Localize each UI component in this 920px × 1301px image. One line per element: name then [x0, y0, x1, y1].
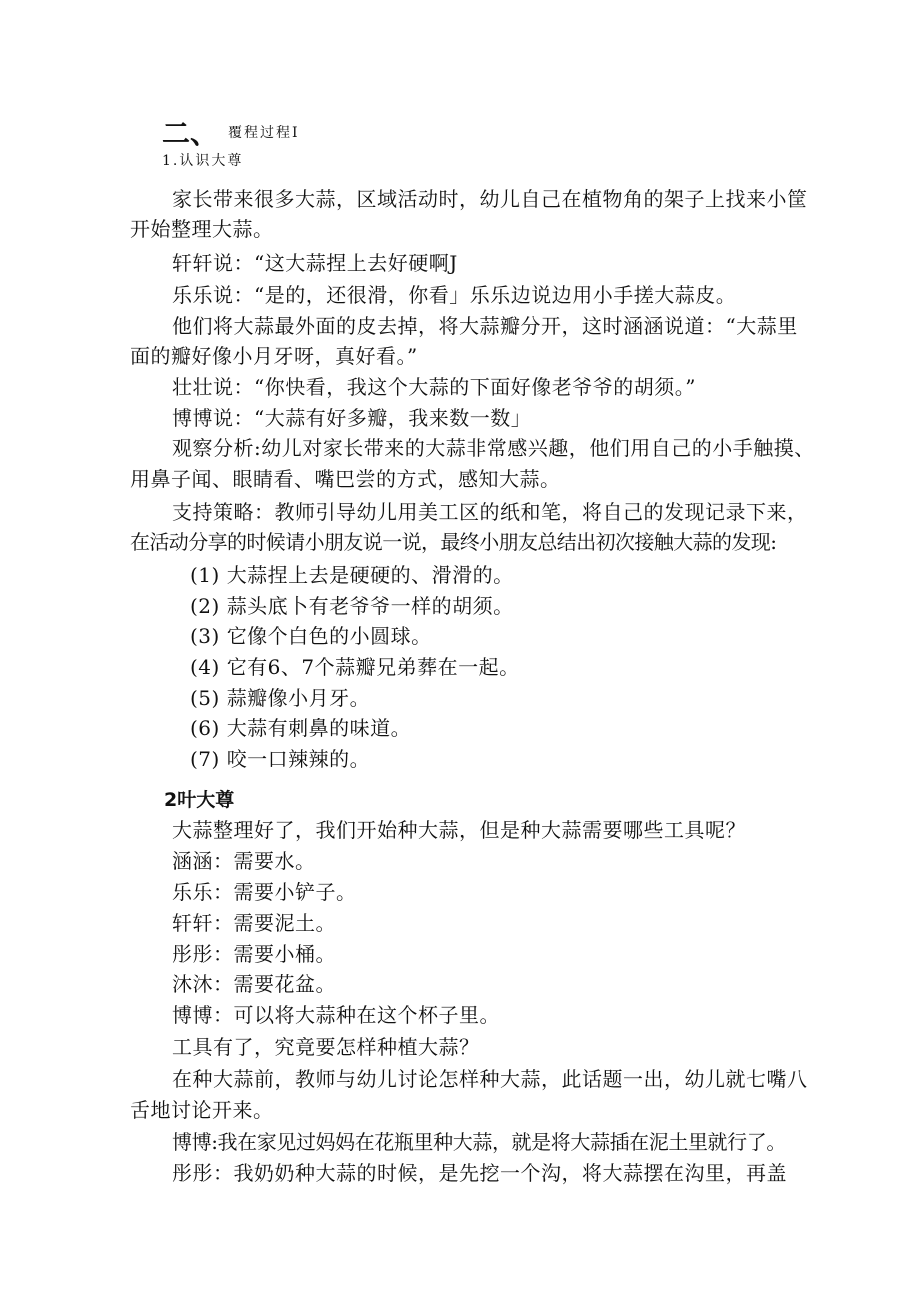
paragraph-line: 博博:我在家见过妈妈在花瓶里种大蒜，就是将大蒜插在泥土里就行了。: [172, 1130, 786, 1154]
finding-item: (4) 它有6、7个蒜瓣兄弟葬在一起。: [190, 655, 520, 679]
paragraph-line: 彤彤：需要小桶。: [172, 942, 336, 966]
paragraph-line: 面的瓣好像小月牙呀，真好看。”: [130, 344, 418, 368]
paragraph-line: 观察分析:幼儿对家长带来的大蒜非常感兴趣，他们用自己的小手触摸、: [172, 436, 815, 460]
paragraph-line: 在活动分享的时候请小朋友说一说，最终小朋友总结出初次接触大蒜的发现:: [130, 530, 777, 554]
paragraph-line: 工具有了，究竟要怎样种植大蒜？: [172, 1035, 480, 1059]
paragraph-line: 博博：可以将大蒜种在这个杯子里。: [172, 1003, 500, 1027]
paragraph-line: 大蒜整理好了，我们开始种大蒜，但是种大蒜需要哪些工具呢？: [172, 818, 746, 842]
section-number: 二、: [162, 117, 219, 150]
paragraph-line: 他们将大蒜最外面的皮去掉，将大蒜瓣分开，这时涵涵说道：“大蒜里: [172, 314, 798, 338]
paragraph-line: 彤彤：我奶奶种大蒜的时候，是先挖一个沟，将大蒜摆在沟里，再盖: [172, 1161, 787, 1185]
paragraph-line: 乐乐：需要小铲子。: [172, 880, 357, 904]
finding-item: (2) 蒜头底卜有老爷爷一样的胡须。: [190, 594, 514, 618]
finding-item: (3) 它像个白色的小圆球。: [190, 624, 432, 648]
paragraph-line: 轩轩说：“这大蒜捏上去好硬啊J: [172, 251, 458, 275]
paragraph-line: 用鼻子闻、眼睛看、嘴巴尝的方式，感知大蒜。: [130, 467, 561, 491]
paragraph-line: 沐沐：需要花盆。: [172, 972, 336, 996]
subheading-1: 1.认识大尊: [162, 153, 244, 169]
paragraph-line: 舌地讨论开来。: [130, 1098, 274, 1122]
finding-item: (1) 大蒜捏上去是硬硬的、滑滑的。: [190, 563, 514, 587]
paragraph-line: 支持策略：教师引导幼儿用美工区的纸和笔，将自己的发现记录下来，: [172, 500, 808, 524]
paragraph-line: 壮壮说：“你快看，我这个大蒜的下面好像老爷爷的胡须。”: [172, 375, 696, 399]
paragraph-line: 轩轩：需要泥土。: [172, 911, 336, 935]
paragraph-line: 博博说：“大蒜有好多瓣，我来数一数」: [172, 406, 532, 430]
paragraph-line: 涵涵：需要水。: [172, 849, 316, 873]
finding-item: (5) 蒜瓣像小月牙。: [190, 686, 371, 710]
paragraph-line: 在种大蒜前，教师与幼儿讨论怎样种大蒜，此话题一出，幼儿就七嘴八: [172, 1067, 808, 1091]
section-title: 覆程过程I: [228, 125, 300, 141]
subheading-2: 2叶大尊: [164, 789, 235, 811]
finding-item: (6) 大蒜有刺鼻的味道。: [190, 716, 412, 740]
section-heading: [162, 112, 300, 152]
finding-item: (7) 咬一口辣辣的。: [190, 747, 371, 771]
paragraph-line: 家长带来很多大蒜，区域活动时，幼儿自己在植物角的架子上找来小筐: [172, 187, 808, 211]
paragraph-line: 开始整理大蒜。: [130, 217, 274, 241]
paragraph-line: 乐乐说：“是的，还很滑，你看」乐乐边说边用小手搓大蒜皮。: [172, 283, 737, 307]
